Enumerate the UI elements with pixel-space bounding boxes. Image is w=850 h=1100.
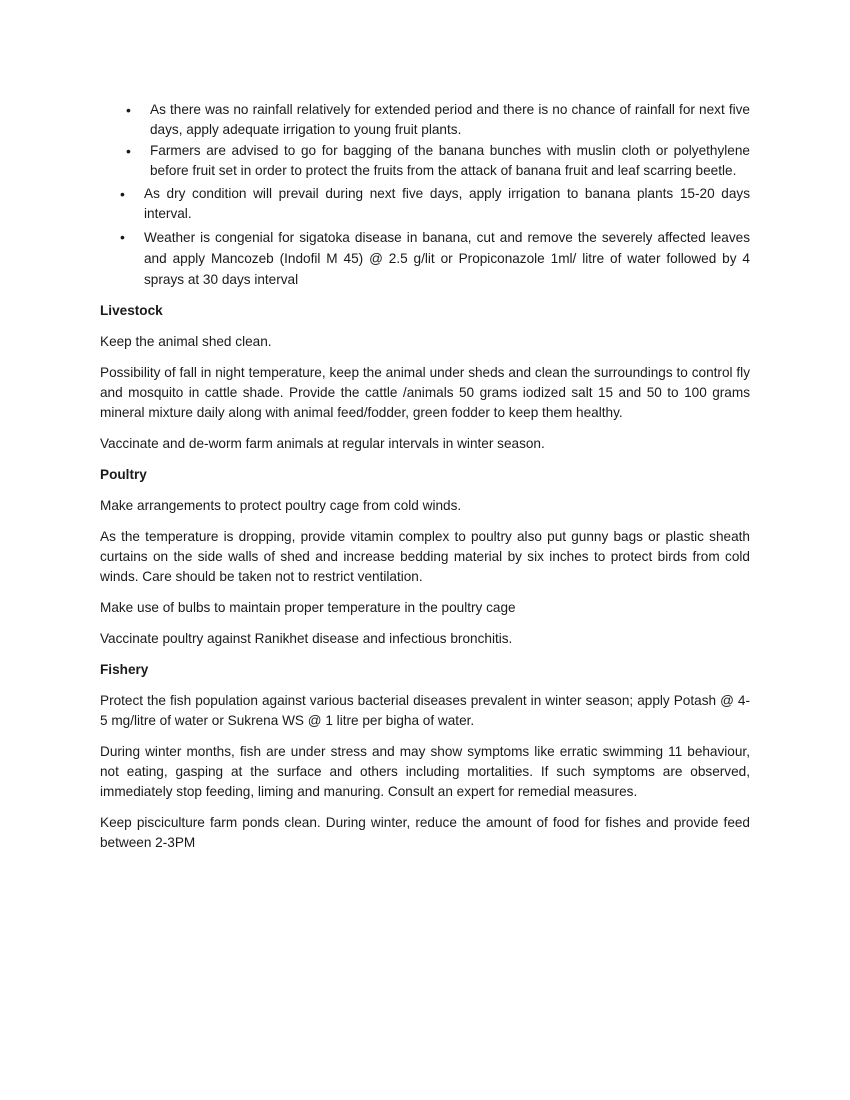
livestock-paragraph: Vaccinate and de-worm farm animals at regular intervals in winter season. bbox=[100, 436, 545, 451]
list-item bbox=[100, 100, 750, 140]
bullet-icon: • bbox=[126, 143, 131, 159]
list-item bbox=[100, 184, 750, 224]
livestock-heading: Livestock bbox=[100, 303, 163, 318]
fishery-paragraph: During winter months, fish are under stress and may show symptoms like erratic swimming 11 behaviour, not eating, gasping at the surface and others including mortalities. If such symptoms are observed, immediately stop feeding, liming and manuring. Consult an expert for remedial measures. bbox=[100, 744, 750, 799]
list-item bbox=[100, 141, 750, 181]
list-item-text: As dry condition will prevail during next five days, apply irrigation to banana plants 15-20 days interval. bbox=[144, 186, 750, 221]
poultry-paragraph: Vaccinate poultry against Ranikhet disease and infectious bronchitis. bbox=[100, 631, 513, 646]
document-page bbox=[100, 100, 750, 853]
list-item-text: Weather is congenial for sigatoka disease in banana, cut and remove the severely affected leaves and apply Mancozeb (Indofil M 45) @ 2.5 g/lit or Propiconazole 1ml/ litre of water followed by 4 sprays at 30 days interval bbox=[144, 230, 750, 287]
horticulture-advisory-list bbox=[100, 100, 750, 290]
fishery-paragraph: Protect the fish population against various bacterial diseases prevalent in winter season; apply Potash @ 4-5 mg/litre of water or Sukrena WS @ 1 litre per bigha of water. bbox=[100, 693, 750, 728]
poultry-paragraph: As the temperature is dropping, provide vitamin complex to poultry also put gunny bags or plastic sheath curtains on the side walls of shed and increase bedding material by six inches to protect birds from cold winds. Care should be taken not to restrict ventilation. bbox=[100, 529, 750, 584]
bullet-icon: • bbox=[126, 102, 131, 118]
list-item bbox=[100, 227, 750, 290]
fishery-heading: Fishery bbox=[100, 662, 149, 677]
list-item-text: Farmers are advised to go for bagging of the banana bunches with muslin cloth or polyethylene before fruit set in order to protect the fruits from the attack of banana fruit and leaf scarring beetle. bbox=[150, 143, 750, 178]
bullet-icon: • bbox=[120, 229, 125, 245]
poultry-paragraph: Make arrangements to protect poultry cage from cold winds. bbox=[100, 498, 462, 513]
list-item-text: As there was no rainfall relatively for extended period and there is no chance of rainfall for next five days, apply adequate irrigation to young fruit plants. bbox=[150, 102, 750, 137]
bullet-icon: • bbox=[120, 186, 125, 202]
poultry-paragraph: Make use of bulbs to maintain proper temperature in the poultry cage bbox=[100, 600, 516, 615]
livestock-paragraph: Possibility of fall in night temperature, keep the animal under sheds and clean the surroundings to control fly and mosquito in cattle shade. Provide the cattle /animals 50 grams iodized salt 15 and 50 to 100 grams mineral mixture daily along with animal feed/fodder, green fodder to keep them healthy. bbox=[100, 365, 750, 420]
livestock-paragraph: Keep the animal shed clean. bbox=[100, 334, 272, 349]
fishery-paragraph: Keep pisciculture farm ponds clean. During winter, reduce the amount of food for fishes and provide feed between 2-3PM bbox=[100, 815, 750, 850]
poultry-heading: Poultry bbox=[100, 467, 147, 482]
